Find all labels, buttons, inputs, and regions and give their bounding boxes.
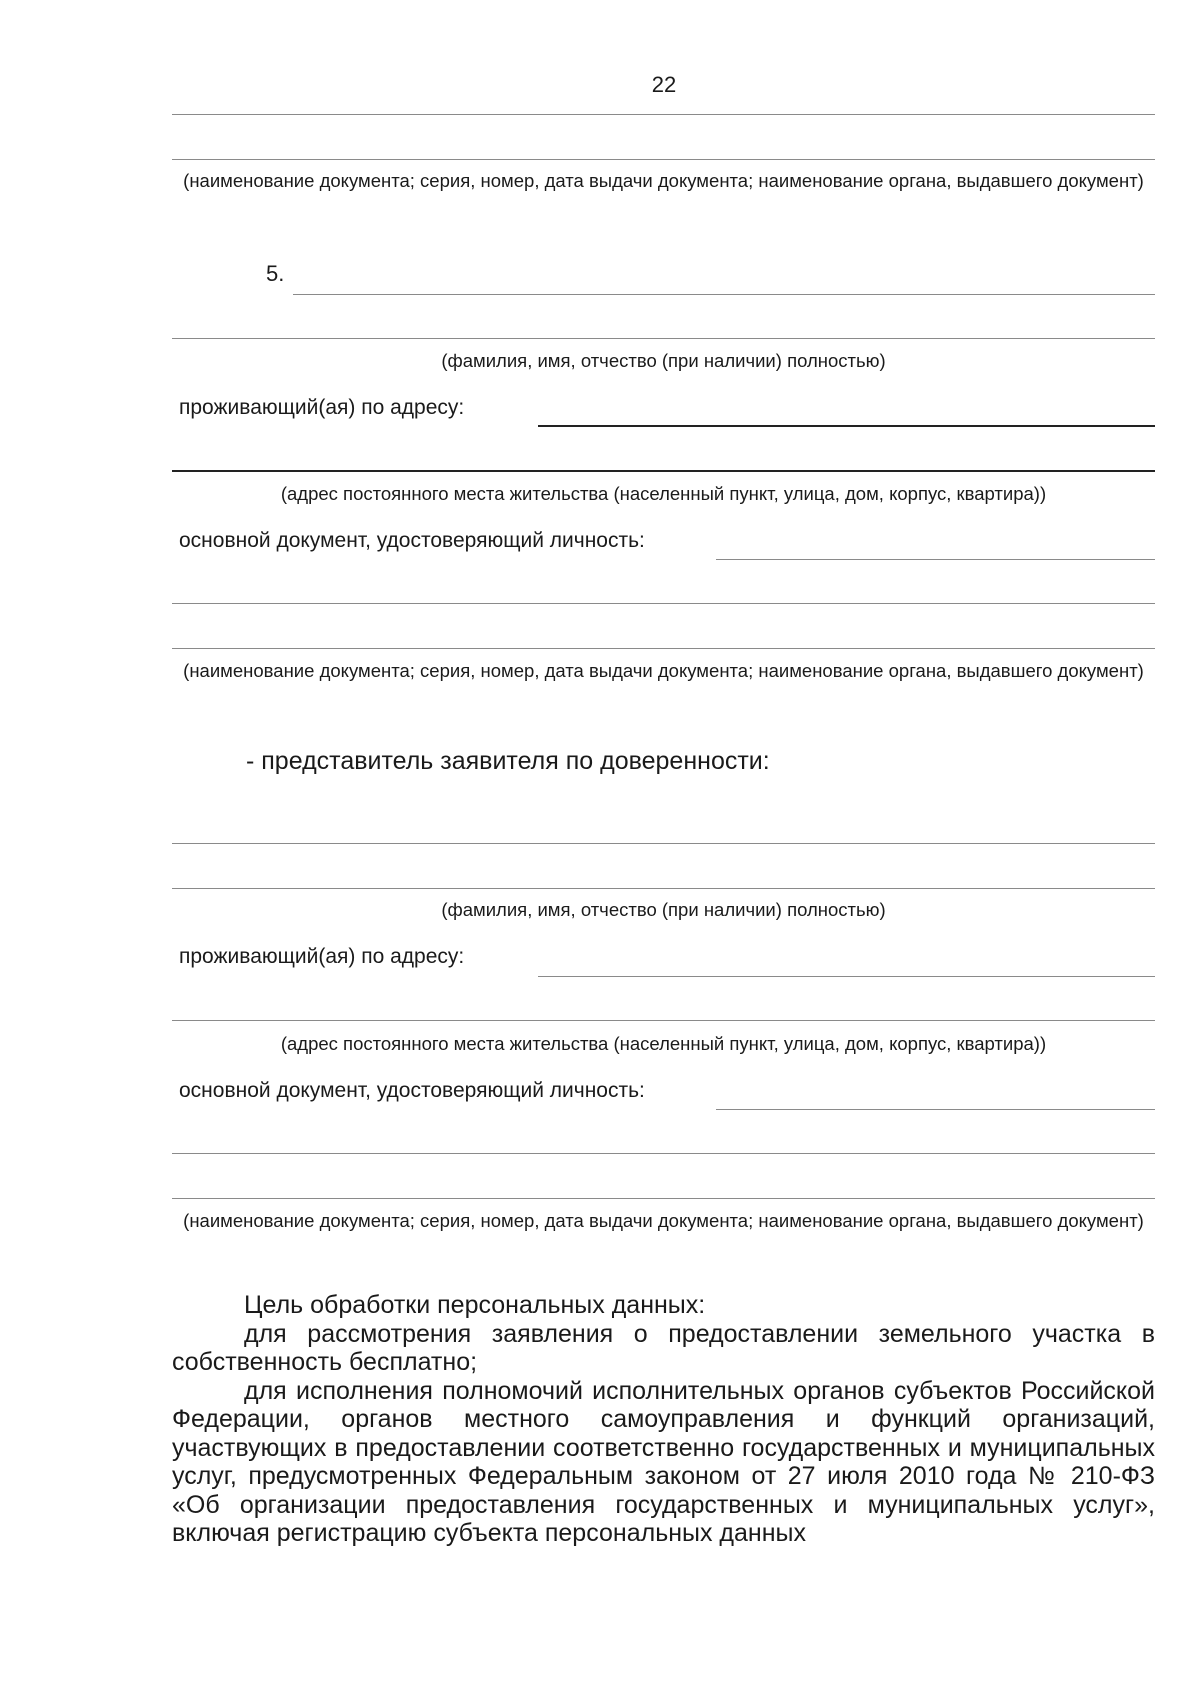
blank-line-identity[interactable]: [716, 1109, 1155, 1110]
blank-line[interactable]: [172, 114, 1155, 115]
blank-line-identity[interactable]: [172, 1153, 1155, 1154]
label-identity-doc: основной документ, удостоверяющий личность:: [179, 529, 645, 552]
label-address: проживающий(ая) по адресу:: [179, 396, 465, 419]
purpose-heading: Цель обработки персональных данных:: [244, 1291, 706, 1319]
item-number: 5.: [266, 261, 285, 286]
blank-line-name[interactable]: [172, 338, 1155, 339]
blank-line-name[interactable]: [172, 843, 1155, 844]
blank-line-address[interactable]: [538, 425, 1155, 427]
page-number: 22: [651, 72, 677, 97]
blank-line-name[interactable]: [172, 888, 1155, 889]
label-identity-doc: основной документ, удостоверяющий личность:: [179, 1079, 645, 1102]
blank-line-identity[interactable]: [172, 648, 1155, 649]
caption-fio: (фамилия, имя, отчество (при наличии) полностью): [441, 899, 886, 920]
purpose-section: [172, 1291, 1155, 1548]
caption-fio: (фамилия, имя, отчество (при наличии) полностью): [441, 350, 886, 371]
blank-line-address[interactable]: [172, 470, 1155, 472]
caption-address: (адрес постоянного места жительства (населенный пункт, улица, дом, корпус, квартира)): [280, 483, 1047, 504]
caption-address: (адрес постоянного места жительства (населенный пункт, улица, дом, корпус, квартира)): [280, 1033, 1047, 1054]
label-address: проживающий(ая) по адресу:: [179, 945, 465, 968]
blank-line-identity[interactable]: [172, 1198, 1155, 1199]
blank-line-address[interactable]: [172, 1020, 1155, 1021]
blank-line-address[interactable]: [538, 976, 1155, 977]
caption-document: (наименование документа; серия, номер, дата выдачи документа; наименование органа, выдавшего документ): [183, 170, 1144, 191]
representative-heading: - представитель заявителя по доверенности:: [246, 747, 770, 775]
blank-line[interactable]: [172, 159, 1155, 160]
blank-line-name[interactable]: [293, 294, 1155, 295]
caption-document: (наименование документа; серия, номер, дата выдачи документа; наименование органа, выдавшего документ): [183, 1210, 1144, 1231]
blank-line-identity[interactable]: [716, 559, 1155, 560]
caption-document: (наименование документа; серия, номер, дата выдачи документа; наименование органа, выдавшего документ): [183, 660, 1144, 681]
purpose-paragraph-2: для исполнения полномочий исполнительных органов субъектов Российской Федерации, органов местного самоуправления и функций организаций, участвующих в предоставлении соответственно государственных и муниципальных услуг, предусмотренных Федеральным законом от 27 июля 2010 года № 210-ФЗ «Об организации предоставления государственных и муниципальных услуг», включая регистрацию субъекта персональных данных: [172, 1376, 1155, 1547]
blank-line-identity[interactable]: [172, 603, 1155, 604]
purpose-paragraph-1: для рассмотрения заявления о предоставлении земельного участка в собственность бесплатно;: [172, 1319, 1155, 1376]
